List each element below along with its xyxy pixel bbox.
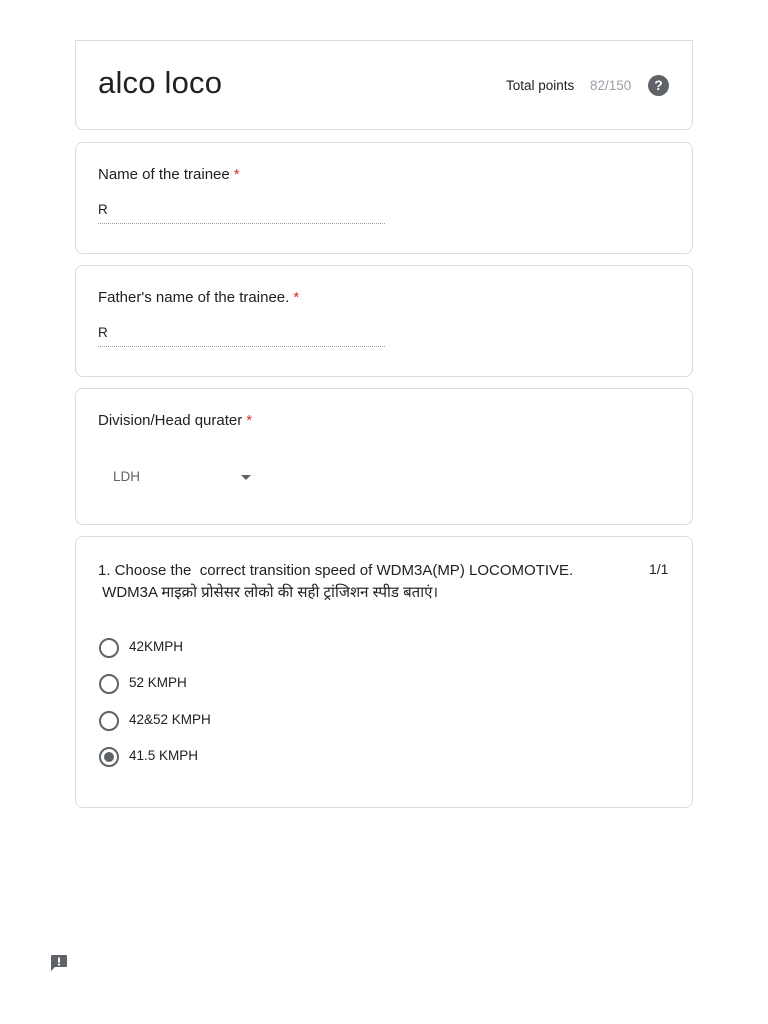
question-title xyxy=(98,166,240,183)
question-text xyxy=(98,560,618,604)
question-title xyxy=(98,412,252,429)
radio-button[interactable] xyxy=(99,674,119,694)
radio-dot xyxy=(104,752,114,762)
question-text-line-english: 1. Choose the correct transition speed of WDM3A(MP) LOCOMOTIVE. xyxy=(98,562,574,579)
radio-button-checked[interactable] xyxy=(99,747,119,767)
question-score: 1/1 xyxy=(649,561,669,577)
required-asterisk: * xyxy=(293,289,300,306)
trainee-name-answer: R xyxy=(98,201,385,224)
form-header-card xyxy=(75,40,693,130)
division-dropdown[interactable] xyxy=(98,461,268,493)
question-title xyxy=(98,289,299,306)
form-title: alco loco xyxy=(98,65,223,100)
question-title-text: Name of the trainee xyxy=(98,166,230,183)
help-icon[interactable]: ? xyxy=(648,75,669,96)
report-feedback-icon[interactable] xyxy=(49,953,69,973)
radio-button[interactable] xyxy=(99,711,119,731)
total-points-label: Total points xyxy=(506,78,575,93)
total-points-value: 82/150 xyxy=(590,78,632,93)
question-title-text: Father's name of the trainee. xyxy=(98,289,290,306)
question-title-text: Division/Head qurater xyxy=(98,412,243,429)
father-name-answer: R xyxy=(98,324,385,347)
option-52kmph[interactable] xyxy=(98,673,398,697)
question-card-trainee-name xyxy=(75,142,693,254)
dropdown-arrow-icon xyxy=(241,475,251,480)
option-42-52kmph[interactable] xyxy=(98,710,398,734)
option-label: 52 KMPH xyxy=(129,675,187,690)
option-label: 42&52 KMPH xyxy=(129,712,211,727)
question-card-transition-speed xyxy=(75,536,693,808)
required-asterisk: * xyxy=(233,166,240,183)
dropdown-selected-value: LDH xyxy=(113,469,141,484)
required-asterisk: * xyxy=(246,412,253,429)
question-card-division xyxy=(75,388,693,525)
option-41-5kmph[interactable] xyxy=(98,746,398,770)
question-text-line-hindi: WDM3A माइक्रो प्रोसेसर लोको की सही ट्रांजिशन स्पीड बताएं। xyxy=(98,584,439,601)
radio-button[interactable] xyxy=(99,638,119,658)
option-label: 41.5 KMPH xyxy=(129,748,199,763)
question-card-father-name xyxy=(75,265,693,377)
option-label: 42KMPH xyxy=(129,639,184,654)
option-42kmph[interactable] xyxy=(98,637,398,661)
